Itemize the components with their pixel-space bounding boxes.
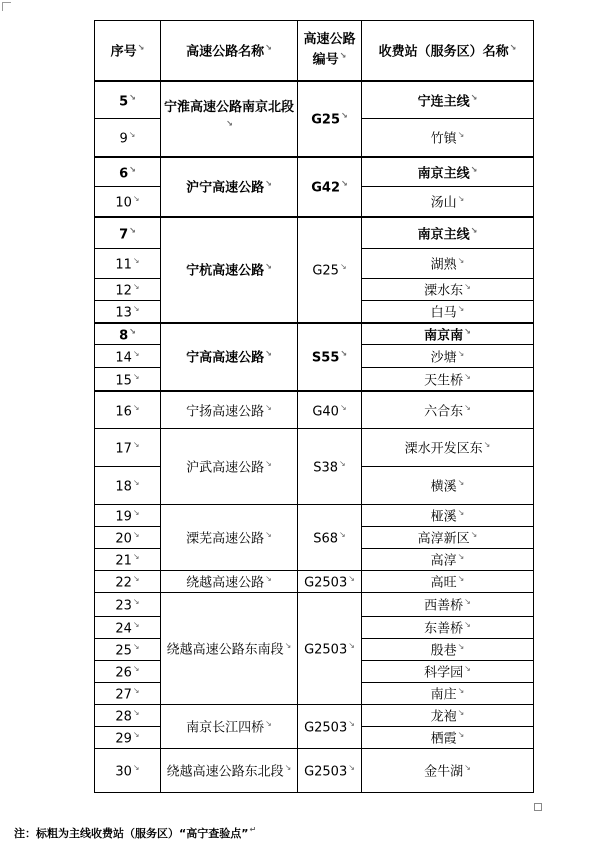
cell-station: 高淳↘ bbox=[362, 549, 534, 571]
cell-station: 南京主线↘ bbox=[362, 217, 534, 249]
cell-station: 溧水东↘ bbox=[362, 279, 534, 301]
cell-seq: 14↘ bbox=[95, 345, 161, 368]
cell-seq: 28↘ bbox=[95, 705, 161, 727]
cell-road-name: 宁高高速公路↘ bbox=[161, 323, 298, 391]
cell-road-code: S68↘ bbox=[298, 505, 362, 571]
cell-station: 高淳新区↘ bbox=[362, 527, 534, 549]
table-row bbox=[95, 391, 534, 429]
cell-seq: 30↘ bbox=[95, 749, 161, 793]
table-row bbox=[95, 157, 534, 187]
cell-road-name: 绕越高速公路东北段↘ bbox=[161, 749, 298, 793]
cell-station: 横溪↘ bbox=[362, 467, 534, 505]
cell-road-name: 沪武高速公路↘ bbox=[161, 429, 298, 505]
table-row bbox=[95, 505, 534, 527]
table-header-row bbox=[95, 21, 534, 81]
header-seq: 序号↘ bbox=[95, 21, 161, 81]
cell-road-code: G25↘ bbox=[298, 81, 362, 157]
cell-station: 白马↘ bbox=[362, 301, 534, 323]
cell-seq: 26↘ bbox=[95, 661, 161, 683]
cell-station: 龙袍↘ bbox=[362, 705, 534, 727]
cell-road-code: G2503↘ bbox=[298, 593, 362, 705]
cell-road-name: 宁淮高速公路南京北段↘ bbox=[161, 81, 298, 157]
cell-road-name: 宁杭高速公路↘ bbox=[161, 217, 298, 323]
cell-seq: 9↘ bbox=[95, 119, 161, 157]
cell-road-code: S38↘ bbox=[298, 429, 362, 505]
cell-station: 湖熟↘ bbox=[362, 249, 534, 279]
cell-station: 溧水开发区东↘ bbox=[362, 429, 534, 467]
cell-station: 南京南↘ bbox=[362, 323, 534, 345]
cell-seq: 8↘ bbox=[95, 323, 161, 345]
cell-seq: 11↘ bbox=[95, 249, 161, 279]
cell-seq: 18↘ bbox=[95, 467, 161, 505]
toll-station-table bbox=[94, 20, 534, 793]
cell-seq: 29↘ bbox=[95, 727, 161, 749]
header-road-name: 高速公路名称↘ bbox=[161, 21, 298, 81]
cell-station: 高旺↘ bbox=[362, 571, 534, 593]
cell-road-code: G42↘ bbox=[298, 157, 362, 217]
table-row bbox=[95, 593, 534, 617]
table-row bbox=[95, 81, 534, 119]
cell-road-name: 绕越高速公路东南段↘ bbox=[161, 593, 298, 705]
cell-seq: 6↘ bbox=[95, 157, 161, 187]
cell-station: 沙塘↘ bbox=[362, 345, 534, 368]
cell-seq: 22↘ bbox=[95, 571, 161, 593]
table-row bbox=[95, 323, 534, 345]
table-row bbox=[95, 571, 534, 593]
table-row bbox=[95, 217, 534, 249]
cell-seq: 20↘ bbox=[95, 527, 161, 549]
cell-station: 栖霞↘ bbox=[362, 727, 534, 749]
table-row bbox=[95, 705, 534, 727]
table-row bbox=[95, 749, 534, 793]
cell-station: 科学园↘ bbox=[362, 661, 534, 683]
table-row bbox=[95, 429, 534, 467]
cell-road-code: G2503↘ bbox=[298, 705, 362, 749]
cell-road-name: 绕越高速公路↘ bbox=[161, 571, 298, 593]
header-road-code: 高速公路编号↘ bbox=[298, 21, 362, 81]
cell-seq: 13↘ bbox=[95, 301, 161, 323]
cell-seq: 23↘ bbox=[95, 593, 161, 617]
cell-station: 天生桥↘ bbox=[362, 368, 534, 391]
cell-station: 南庄↘ bbox=[362, 683, 534, 705]
cell-station: 竹镇↘ bbox=[362, 119, 534, 157]
cell-road-name: 宁扬高速公路↘ bbox=[161, 391, 298, 429]
cell-station: 南京主线↘ bbox=[362, 157, 534, 187]
cell-station: 汤山↘ bbox=[362, 187, 534, 217]
cell-seq: 25↘ bbox=[95, 639, 161, 661]
table-end-mark bbox=[534, 803, 542, 811]
cell-seq: 5↘ bbox=[95, 81, 161, 119]
cell-station: 六合东↘ bbox=[362, 391, 534, 429]
cell-road-name: 溧芜高速公路↘ bbox=[161, 505, 298, 571]
cell-station: 东善桥↘ bbox=[362, 617, 534, 639]
header-station: 收费站（服务区）名称↘ bbox=[362, 21, 534, 81]
cell-seq: 24↘ bbox=[95, 617, 161, 639]
cell-station: 宁连主线↘ bbox=[362, 81, 534, 119]
cell-road-code: G40↘ bbox=[298, 391, 362, 429]
cell-station: 西善桥↘ bbox=[362, 593, 534, 617]
cell-seq: 17↘ bbox=[95, 429, 161, 467]
cell-road-code: G2503↘ bbox=[298, 571, 362, 593]
cell-station: 桠溪↘ bbox=[362, 505, 534, 527]
cell-seq: 16↘ bbox=[95, 391, 161, 429]
cell-seq: 10↘ bbox=[95, 187, 161, 217]
cell-road-code: G2503↘ bbox=[298, 749, 362, 793]
cell-station: 殷巷↘ bbox=[362, 639, 534, 661]
cell-seq: 27↘ bbox=[95, 683, 161, 705]
cell-road-name: 沪宁高速公路↘ bbox=[161, 157, 298, 217]
footnote: 注：标粗为主线收费站（服务区）“高宁查验点”↵ bbox=[14, 825, 257, 840]
cell-seq: 21↘ bbox=[95, 549, 161, 571]
cell-road-code: S55↘ bbox=[298, 323, 362, 391]
cell-seq: 15↘ bbox=[95, 368, 161, 391]
cell-seq: 19↘ bbox=[95, 505, 161, 527]
cell-seq: 7↘ bbox=[95, 217, 161, 249]
cell-seq: 12↘ bbox=[95, 279, 161, 301]
cell-road-name: 南京长江四桥↘ bbox=[161, 705, 298, 749]
cell-station: 金牛湖↘ bbox=[362, 749, 534, 793]
page-corner-mark bbox=[2, 2, 11, 11]
cell-road-code: G25↘ bbox=[298, 217, 362, 323]
